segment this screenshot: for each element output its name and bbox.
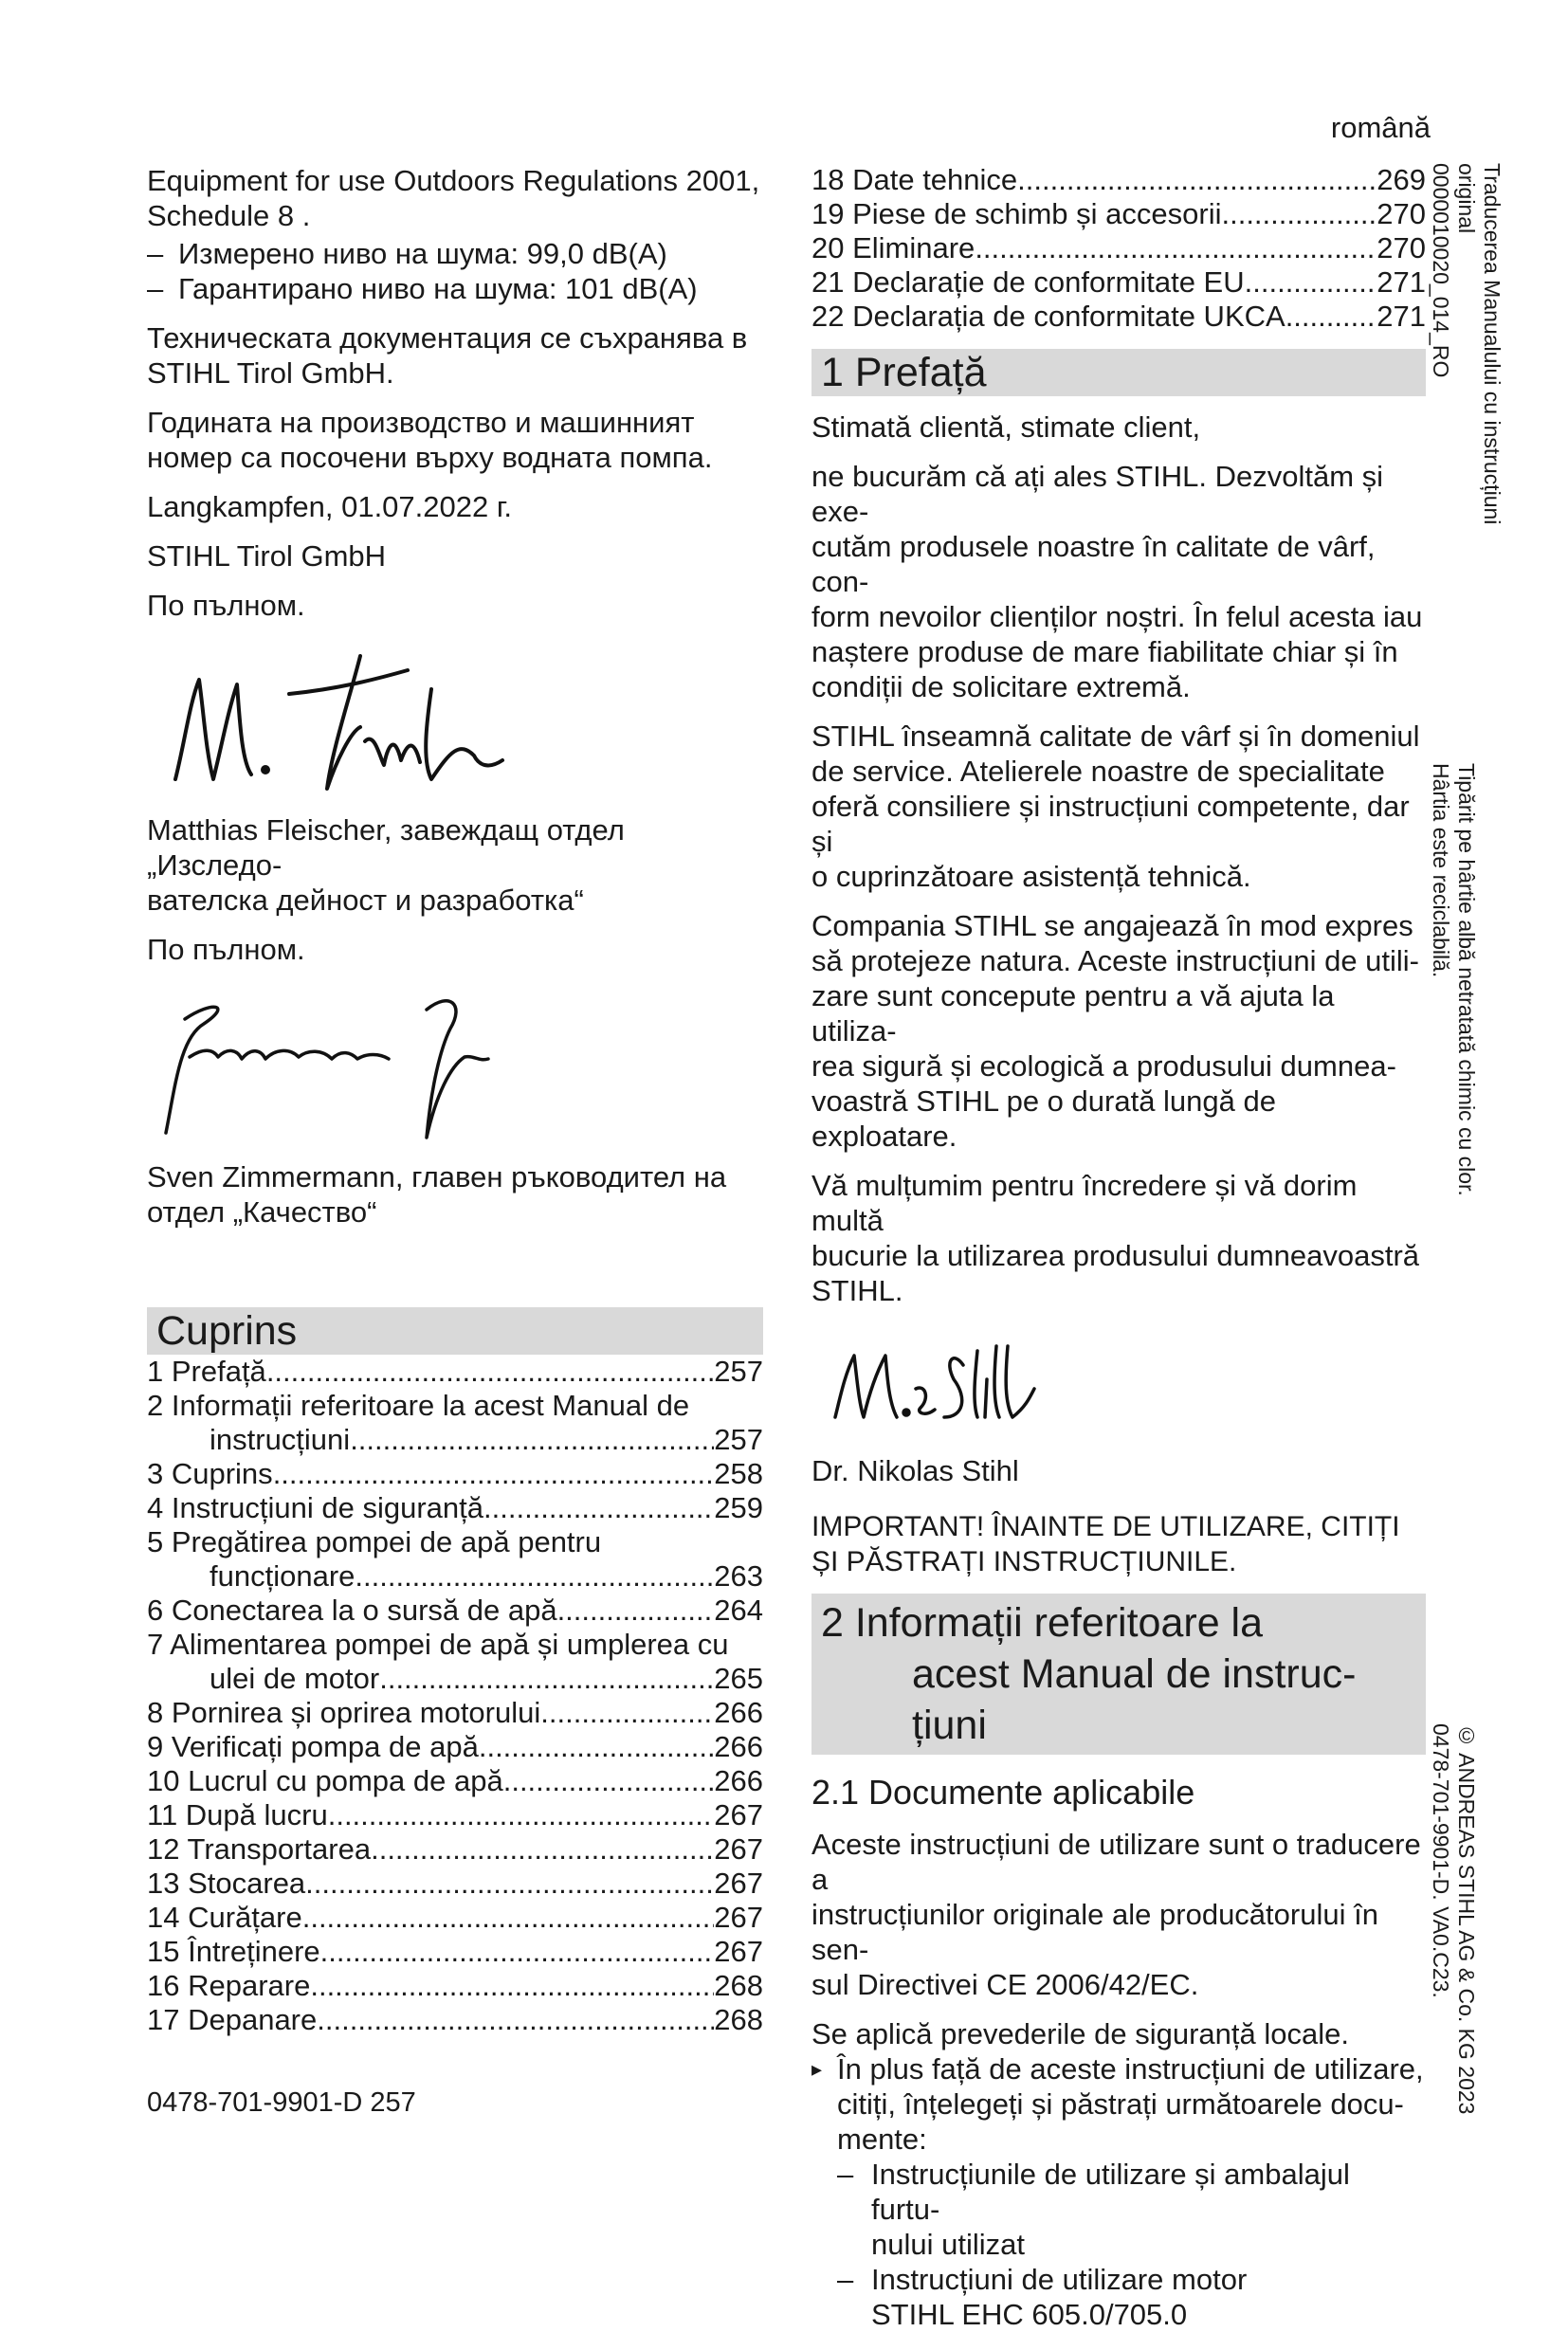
toc-page: 259 (714, 1491, 763, 1524)
noise-measured: Измерено ниво на шума: 99,0 dB(A) (178, 237, 667, 270)
important-notice (811, 1509, 1426, 1579)
toc-page: 265 (714, 1662, 763, 1695)
text-line: 0478-701-9901-D. VA0.C23. (1429, 1723, 1453, 1998)
toc-leader (371, 1832, 714, 1867)
left-column (147, 163, 763, 2037)
toc-entry[interactable] (147, 1696, 763, 1730)
toc-page: 268 (714, 2003, 763, 2036)
text-line: ȘI PĂSTRAȚI INSTRUCȚIUNILE. (811, 1546, 1237, 1577)
toc-label: 2 Informații referitoare la acest Manual de (147, 1389, 690, 1422)
text-line: o cuprinzătoare asistență tehnică. (811, 860, 1251, 893)
list-item (147, 271, 763, 306)
signature-fleischer (147, 637, 545, 803)
toc-leader (273, 1457, 715, 1491)
toc-label: 8 Pornirea și oprirea motorului (147, 1696, 541, 1729)
toc-page: 270 (1377, 231, 1426, 264)
signer2-caption (147, 1159, 763, 1230)
text-line: rea sigură și ecologică a produsului dumnea- (811, 1049, 1396, 1083)
text-line: nului utilizat (871, 2228, 1025, 2261)
toc-leader (355, 1559, 714, 1594)
toc-entry[interactable] (147, 1355, 763, 1389)
greeting: Stimată clientă, stimate client, (811, 410, 1201, 444)
text-line: instrucțiunilor originale ale producătorului în sen- (811, 1898, 1378, 1966)
text-line: Техническата документация се съхранява в (147, 321, 748, 355)
signer1-caption (147, 812, 763, 918)
toc-label: 17 Depanare (147, 2003, 318, 2036)
toc-entry[interactable] (811, 197, 1426, 231)
title-line: acest Manual de instruc- (912, 1651, 1357, 1697)
place-date: Langkampfen, 01.07.2022 г. (147, 490, 512, 523)
toc-entry[interactable] (147, 1901, 763, 1935)
right-column (811, 163, 1426, 2332)
toc-label: 16 Reparare (147, 1969, 311, 2002)
toc-leader (305, 1867, 714, 1901)
text-line: ne bucurăm că ați ales STIHL. Dezvoltăm și exe- (811, 460, 1384, 528)
text-line: Aceste instrucțiuni de utilizare sunt o traducere a (811, 1828, 1421, 1896)
text-line: Vă mulțumim pentru încredere și vă dorim multă (811, 1169, 1358, 1237)
toc-label: 13 Stocarea (147, 1867, 306, 1900)
toc-label: 19 Piese de schimb și accesorii (811, 197, 1222, 230)
proxy-note: По пълном. (147, 933, 305, 966)
intro-paragraph (147, 163, 763, 233)
toc-page: 264 (714, 1594, 763, 1627)
toc-page: 268 (714, 1969, 763, 2002)
toc-label: 11 După lucru (147, 1798, 328, 1831)
dash-marker: – (837, 2263, 854, 2296)
toc-leader (320, 1935, 715, 1969)
text-line: citiți, înțelegeți și păstrați următoarele docu- (837, 2087, 1404, 2121)
toc-leader (503, 1764, 715, 1798)
toc-leader (1285, 300, 1377, 334)
text-line: Compania STIHL se angajează în mod expres (811, 909, 1413, 942)
toc-page: 267 (714, 1832, 763, 1866)
toc-label: 7 Alimentarea pompei de apă și umplerea cu (147, 1628, 729, 1661)
toc-leader (483, 1491, 714, 1525)
toc-entry[interactable] (147, 1969, 763, 2003)
toc-page: 266 (714, 1730, 763, 1763)
toc-label: 14 Curățare (147, 1901, 302, 1934)
toc-entry[interactable] (147, 1457, 763, 1491)
text-line: STIHL înseamnă calitate de vârf și în domeniul (811, 720, 1420, 753)
toc-entry[interactable] (147, 1389, 763, 1423)
toc-leader (266, 1355, 714, 1389)
toc-leader (975, 231, 1377, 265)
toc-label: 4 Instrucțiuni de siguranță (147, 1491, 483, 1524)
text-line: de service. Atelierele noastre de specialitate (811, 755, 1385, 788)
text-line: Hârtia este reciclabilă. (1429, 763, 1453, 978)
section2-title (811, 1594, 1426, 1755)
text-line: voastră STIHL pe o durată lungă de exploatare. (811, 1084, 1276, 1153)
toc-list (147, 1355, 763, 2037)
text-line: IMPORTANT! ÎNAINTE DE UTILIZARE, CITIȚI (811, 1511, 1400, 1542)
toc-title: Cuprins (147, 1307, 763, 1355)
company-name: STIHL Tirol GmbH (147, 539, 387, 573)
toc-page: 267 (714, 1867, 763, 1900)
toc-leader (540, 1696, 714, 1730)
preface-signer: Dr. Nikolas Stihl (811, 1454, 1019, 1487)
text-line: naștere produse de mare fiabilitate chiar și în (811, 635, 1398, 668)
preface-paragraph-2 (811, 719, 1426, 894)
toc-entry[interactable] (147, 1798, 763, 1832)
toc-label: 5 Pregătirea pompei de apă pentru (147, 1525, 602, 1558)
toc-label: 15 Întreținere (147, 1935, 320, 1968)
toc-leader (1245, 265, 1377, 300)
sub-item-text (871, 2262, 1247, 2332)
side-copyright (1428, 1723, 1479, 2122)
toc-label: 20 Eliminare (811, 231, 975, 264)
sub-list (811, 2157, 1426, 2332)
toc-leader (302, 1901, 715, 1935)
toc-entry[interactable] (811, 163, 1426, 197)
toc-page: 267 (714, 1798, 763, 1831)
toc-label: funcționare (210, 1559, 356, 1593)
toc-leader (1221, 197, 1377, 231)
toc-leader (317, 2003, 714, 2037)
footer-code: 0478-701-9901-D 257 (147, 2087, 416, 2118)
toc-leader (310, 1969, 714, 2003)
toc-label: 21 Declarație de conformitate EU (811, 265, 1245, 299)
toc-leader (350, 1423, 714, 1457)
toc-page: 270 (1377, 197, 1426, 230)
toc-entry[interactable] (147, 1525, 763, 1559)
text-line: sul Directivei CE 2006/42/EC. (811, 1968, 1199, 2001)
signature-zimmermann (147, 981, 545, 1152)
text-line: condiții de solicitare extremă. (811, 670, 1191, 703)
toc-entry[interactable] (147, 1662, 763, 1696)
toc-entry[interactable] (147, 1491, 763, 1525)
toc-entry[interactable] (147, 1594, 763, 1628)
proxy-note: По пълном. (147, 589, 305, 622)
toc-page: 269 (1377, 163, 1426, 196)
dash-marker: – (147, 237, 164, 270)
doc-storage-paragraph (147, 320, 763, 391)
toc-leader (1017, 163, 1377, 197)
intro-line: Schedule 8 . (147, 199, 311, 232)
text-line: zare sunt concepute pentru a vă ajuta la utiliza- (811, 979, 1335, 1048)
text-line: Matthias Fleischer, завеждащ отдел „Изследо- (147, 813, 625, 882)
text-line: 0000010020_014_RO (1429, 163, 1453, 378)
text-line: STIHL Tirol GmbH. (147, 356, 394, 390)
text-line: Sven Zimmermann, главен ръководител на (147, 1160, 727, 1193)
dash-marker: – (837, 2158, 854, 2191)
text-line: отдел „Качество“ (147, 1195, 377, 1229)
toc-label: 1 Prefață (147, 1355, 266, 1388)
dash-marker: – (147, 272, 164, 305)
side-translation-note (1428, 163, 1504, 580)
toc-entry[interactable] (811, 265, 1426, 300)
preface-title: 1 Prefață (811, 349, 1426, 396)
toc-leader (328, 1798, 715, 1832)
toc-entry[interactable] (147, 1628, 763, 1662)
toc-entry[interactable] (147, 1559, 763, 1594)
text-line: STIHL. (811, 1274, 903, 1307)
text-line: © ANDREAS STIHL AG & Co. KG 2023 (1454, 1723, 1479, 2115)
toc-page: 258 (714, 1457, 763, 1490)
sub-list-item (811, 2157, 1426, 2262)
text-line: oferă consiliere și instrucțiuni competente, dar și (811, 790, 1410, 858)
toc-page: 257 (714, 1355, 763, 1388)
toc-page: 271 (1377, 265, 1426, 299)
triangle-bullet-icon: ▸ (811, 2057, 823, 2081)
toc-entry[interactable] (147, 1423, 763, 1457)
preface-paragraph-3 (811, 908, 1426, 1154)
text-line: Traducerea Manualului cu instrucțiuni original (1454, 163, 1504, 525)
section2-paragraph-2: Se aplică prevederile de siguranță locale. (811, 2017, 1349, 2050)
toc-label: 22 Declarația de conformitate UKCA (811, 300, 1285, 333)
text-line: Годината на производство и машинният (147, 406, 695, 439)
subsection-title: 2.1 Documente aplicabile (811, 1773, 1195, 1812)
toc-label: 18 Date tehnice (811, 163, 1018, 196)
toc-page: 263 (714, 1559, 763, 1593)
text-line: form nevoilor clienților noștri. În felul acesta iau (811, 600, 1423, 633)
text-line: Instrucțiuni de utilizare motor (871, 2263, 1248, 2296)
year-note-paragraph (147, 405, 763, 475)
toc-label: 10 Lucrul cu pompa de apă (147, 1764, 503, 1797)
toc-page: 267 (714, 1935, 763, 1968)
text-line: вателска дейност и разработка“ (147, 884, 584, 917)
toc-page: 266 (714, 1696, 763, 1729)
language-label: română (1330, 111, 1431, 144)
intro-line: Equipment for use Outdoors Regulations 2001, (147, 164, 760, 197)
toc-page: 266 (714, 1764, 763, 1797)
noise-guaranteed: Гарантирано ниво на шума: 101 dB(A) (178, 272, 698, 305)
text-line: Instrucțiunile de utilizare și ambalajul furtu- (871, 2158, 1350, 2226)
text-line: să protejeze natura. Aceste instrucțiuni de utili- (811, 944, 1420, 977)
toc-label: 6 Conectarea la o sursă de apă (147, 1594, 557, 1627)
toc-label: 9 Verificați pompa de apă (147, 1730, 479, 1763)
text-line: În plus față de aceste instrucțiuni de utilizare, (837, 2052, 1424, 2086)
toc-label: 12 Transportarea (147, 1832, 372, 1866)
text-line: Tipărit pe hârtie albă netratată chimic cu clor. (1454, 763, 1479, 1196)
toc-page: 271 (1377, 300, 1426, 333)
bullet-item (811, 2051, 1426, 2157)
preface-paragraph-1 (811, 459, 1426, 704)
toc-leader (379, 1662, 714, 1696)
toc-page: 267 (714, 1901, 763, 1934)
toc-entry[interactable] (811, 231, 1426, 265)
toc-entry[interactable] (147, 1730, 763, 1764)
toc-entry[interactable] (147, 1764, 763, 1798)
toc-entry[interactable] (147, 1832, 763, 1867)
side-paper-note (1428, 763, 1479, 1199)
title-line: 2 Informații referitoare la (821, 1600, 1264, 1646)
text-line: bucurie la utilizarea produsului dumneavoastră (811, 1239, 1420, 1272)
toc-entry[interactable] (147, 2003, 763, 2037)
title-line: țiuni (912, 1703, 987, 1748)
toc-leader (557, 1594, 715, 1628)
text-line: cutăm produsele noastre în calitate de vârf, con- (811, 530, 1376, 598)
toc-label: ulei de motor (210, 1662, 380, 1695)
list-item (147, 236, 763, 271)
toc-page: 257 (714, 1423, 763, 1456)
section2-paragraph-1 (811, 1827, 1426, 2002)
sub-item-text (871, 2157, 1426, 2262)
toc-entry[interactable] (147, 1867, 763, 1901)
toc-list-continued (811, 163, 1426, 334)
text-line: STIHL EHC 605.0/705.0 (871, 2298, 1188, 2331)
toc-leader (479, 1730, 714, 1764)
bullet-text (837, 2051, 1424, 2157)
noise-list (147, 236, 763, 306)
toc-label: instrucțiuni (210, 1423, 351, 1456)
sub-list-item (811, 2262, 1426, 2332)
text-line: mente: (837, 2122, 927, 2156)
preface-paragraph-4 (811, 1168, 1426, 1308)
toc-label: 3 Cuprins (147, 1457, 273, 1490)
text-line: номер са посочени върху водната помпа. (147, 441, 713, 474)
signature-stihl (811, 1322, 1058, 1436)
toc-entry[interactable] (147, 1935, 763, 1969)
toc-entry[interactable] (811, 300, 1426, 334)
